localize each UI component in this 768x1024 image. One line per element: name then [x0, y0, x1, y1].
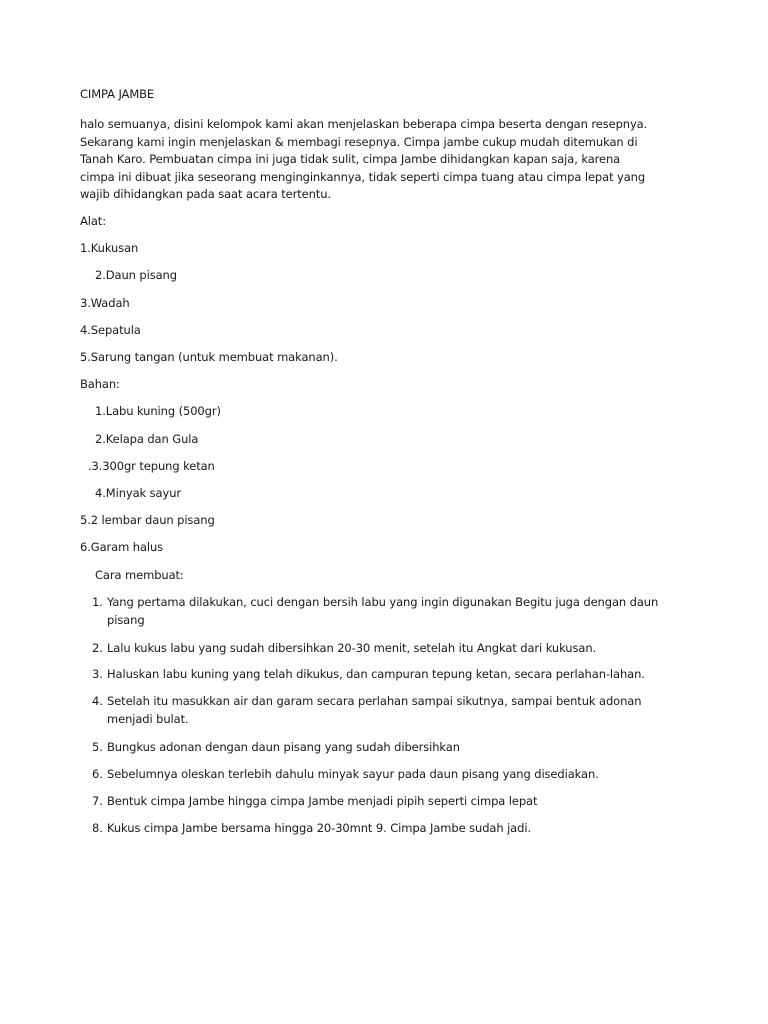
- step-line: Setelah itu masukkan air dan garam secara perlahan sampai sikutnya, sampai bentuk adonan: [107, 694, 642, 708]
- alat-item: 5.Sarung tangan (untuk membuat makanan).: [80, 350, 338, 364]
- step-number: 8.: [92, 821, 103, 835]
- step-text: [107, 793, 682, 811]
- step-text: [107, 693, 682, 728]
- step-item: [92, 640, 682, 658]
- step-line: Lalu kukus labu yang sudah dibersihkan 20-30 menit, setelah itu Angkat dari kukusan.: [107, 641, 597, 655]
- step-number: 1.: [92, 595, 103, 609]
- intro-line: Sekarang kami ingin menjelaskan & membagi resepnya. Cimpa jambe cukup mudah ditemukan di: [80, 134, 638, 149]
- step-text: [107, 820, 682, 838]
- step-text: [107, 766, 682, 784]
- bahan-item: 6.Garam halus: [80, 540, 164, 554]
- step-number: 6.: [92, 767, 103, 781]
- step-line: Kukus cimpa Jambe bersama hingga 20-30mnt 9. Cimpa Jambe sudah jadi.: [107, 821, 531, 835]
- bahan-item: .3.300gr tepung ketan: [88, 459, 215, 473]
- step-line: Bungkus adonan dengan daun pisang yang sudah dibersihkan: [107, 740, 460, 754]
- bahan-item: 1.Labu kuning (500gr): [95, 404, 221, 418]
- step-item: [92, 666, 682, 684]
- bahan-item: 4.Minyak sayur: [95, 486, 182, 500]
- step-item: [92, 739, 682, 757]
- step-line: menjadi bulat.: [107, 711, 189, 726]
- alat-item: 4.Sepatula: [80, 323, 141, 337]
- step-number: 3.: [92, 667, 103, 681]
- alat-item: 2.Daun pisang: [95, 268, 177, 282]
- step-text: [107, 640, 682, 658]
- step-item: [92, 766, 682, 784]
- step-item: [92, 793, 682, 811]
- intro-line: halo semuanya, disini kelompok kami akan menjelaskan beberapa cimpa beserta dengan resepnya.: [80, 117, 648, 131]
- step-line: Sebelumnya oleskan terlebih dahulu minyak sayur pada daun pisang yang disediakan.: [107, 767, 599, 781]
- alat-item: 1.Kukusan: [80, 241, 139, 255]
- step-text: [107, 739, 682, 757]
- intro-line: cimpa ini dibuat jika seseorang menginginkannya, ti̇dak seperti̇ cimpa tuang atau cimpa lepat yang: [80, 169, 646, 184]
- intro-line: wajib dihidangkan pada saat acara tertentu.: [80, 187, 331, 201]
- step-number: 5.: [92, 740, 103, 754]
- bahan-item: 2.Kelapa dan Gula: [95, 432, 199, 446]
- step-text: [107, 594, 682, 629]
- cara-heading: Cara membuat:: [95, 568, 184, 582]
- step-line: Yang pertama dilakukan, cuci dengan bersih labu yang ingin digunakan Begitu juga dengan daun: [107, 595, 659, 609]
- step-line: pisang: [107, 612, 145, 627]
- step-item: [92, 693, 682, 728]
- step-line: Bentuk cimpa Jambe hingga cimpa Jambe menjadi pipih seperti̇ cimpa lepat: [107, 794, 538, 808]
- alat-heading: Alat:: [80, 214, 106, 228]
- step-item: [92, 820, 682, 838]
- bahan-item: 5.2 lembar daun pisang: [80, 513, 215, 527]
- alat-item: 3.Wadah: [80, 296, 130, 310]
- step-item: [92, 594, 682, 629]
- document-title: CIMPA JAMBE: [80, 87, 155, 101]
- intro-line: Tanah Karo. Pembuatan cimpa ini juga ti̇dak sulit, cimpa Jambe dihidangkan kapan saja, karena: [80, 152, 621, 166]
- step-number: 2.: [92, 641, 103, 655]
- step-line: Haluskan labu kuning yang telah dikukus, dan campuran tepung ketan, secara perlahan-lahan.: [107, 667, 645, 681]
- step-number: 7.: [92, 794, 103, 808]
- step-number: 4.: [92, 694, 103, 708]
- bahan-heading: Bahan:: [80, 377, 120, 391]
- step-text: [107, 666, 682, 684]
- intro-paragraph: [80, 116, 680, 204]
